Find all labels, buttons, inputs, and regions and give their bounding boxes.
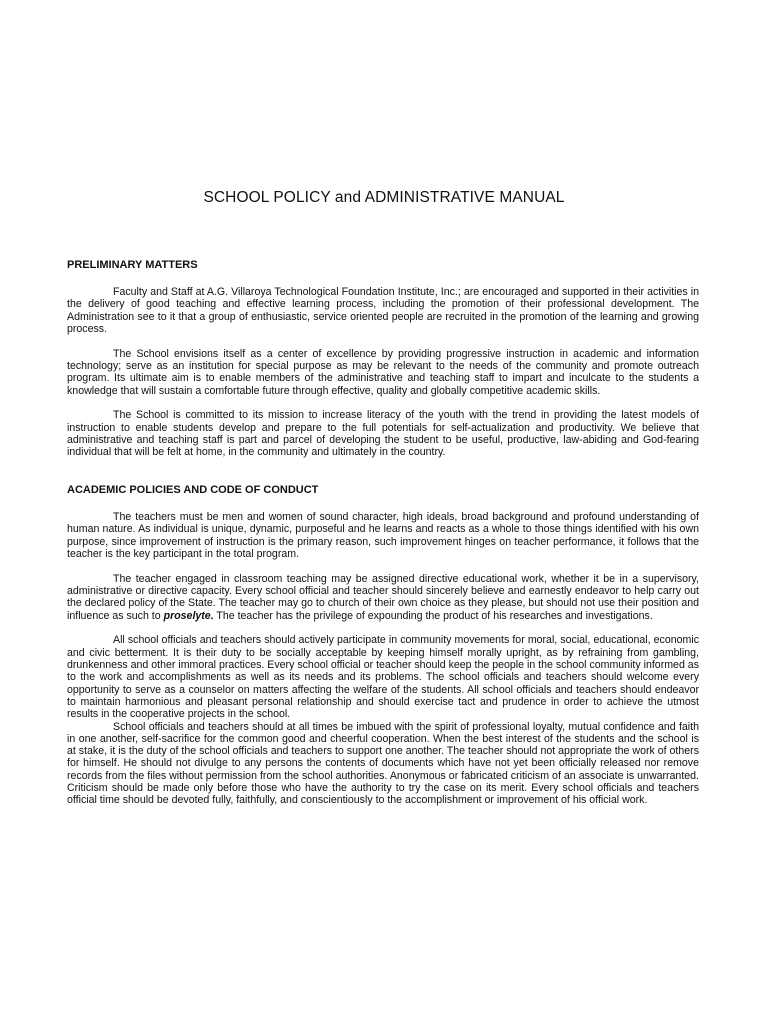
page-title: SCHOOL POLICY and ADMINISTRATIVE MANUAL <box>203 189 565 206</box>
paragraph: The teachers must be men and women of sound character, high ideals, broad background and profound understanding of human nature. As individual is unique, dynamic, purposeful and he learns and reacts as a whole to those things identified with his own purpose, since improvement of instruction is the primary reason, such improvement hinges on teacher performance, it follows that the teacher is the key participant in the total program. <box>67 511 699 560</box>
section-heading-academic-policies: ACADEMIC POLICIES AND CODE OF CONDUCT <box>67 484 319 497</box>
paragraph-text: The teacher engaged in classroom teaching may be assigned directive educational work, whether it be in a supervisory, administrative or directive capacity. Every school official and teacher should sincerely believe and earnestly endeavor to help carry out the declared policy of the State. The teacher may go to church of their own choice as they please, but should not use their position and influence as such to <box>67 572 699 622</box>
section-heading-preliminary-matters: PRELIMINARY MATTERS <box>67 259 198 271</box>
emphasized-word: proselyte. <box>163 609 214 622</box>
paragraph-with-emphasis <box>67 573 699 622</box>
document-body <box>67 259 699 819</box>
paragraph: School officials and teachers should at all times be imbued with the spirit of professional loyalty, mutual confidence and faith in one another, self-sacrifice for the common good and cheerful cooperation. When the best interest of the students and the school is at stake, it is the duty of the school officials and teachers to support one another. The teacher should not appropriate the work of others for himself. He should not divulge to any persons the contents of documents which have not yet been officially released nor remove records from the files without permission from the school authorities. Anonymous or fabricated criticism of an associate is unwarranted. Criticism should be made only before those who have the authority to try the case on its merit. Every school officials and teachers official time should be devoted fully, faithfully, and conscientiously to the accomplishment or improvement of his official work. <box>67 720 699 807</box>
paragraph: All school officials and teachers should actively participate in community movements for moral, social, educational, economic and civic betterment. It is their duty to be socially acceptable by keeping himself morally upright, as by refraining from gambling, drunkenness and other immoral practices. Every school official or teacher should keep the people in the school community informed as to the work and accomplishments as well as its needs and its problems. The school officials and teachers should welcome every opportunity to serve as a counselor on matters affecting the welfare of the students. All school officials and teachers should endeavor to maintain harmonious and pleasant personal relationship and should exercise tact and prudence in order to achieve the utmost results in the cooperative projects in the school. <box>67 634 699 721</box>
paragraph: The School is committed to its mission to increase literacy of the youth with the trend in providing the latest models of instruction to enable students develop and prepare to the full potentials for self-actualization and productivity. We believe that administrative and teaching staff is part and parcel of developing the student to be useful, productive, law-abiding and God-fearing individual that will be felt at home, in the community and ultimately in the country. <box>67 409 699 459</box>
paragraph: Faculty and Staff at A.G. Villaroya Technological Foundation Institute, Inc.; are encouraged and supported in their activities in the delivery of good teaching and effective learning process, including the promotion of their professional development. The Administration see to it that a group of enthusiastic, service oriented people are recruited in the promotion of the learning and growing process. <box>67 286 699 335</box>
paragraph: The School envisions itself as a center of excellence by providing progressive instruction in academic and information technology; serve as an institution for special purpose as may be relevant to the needs of the community and promote outreach program. Its ultimate aim is to enable members of the administrative and teaching staff to impart and inculcate to the students a knowledge that will sustain a comfortable future through effective, quality and globally competitive academic skills. <box>67 347 699 397</box>
paragraph-text: The teacher has the privilege of expounding the product of his researches and investigations. <box>213 609 653 622</box>
section-spacer <box>67 471 699 484</box>
